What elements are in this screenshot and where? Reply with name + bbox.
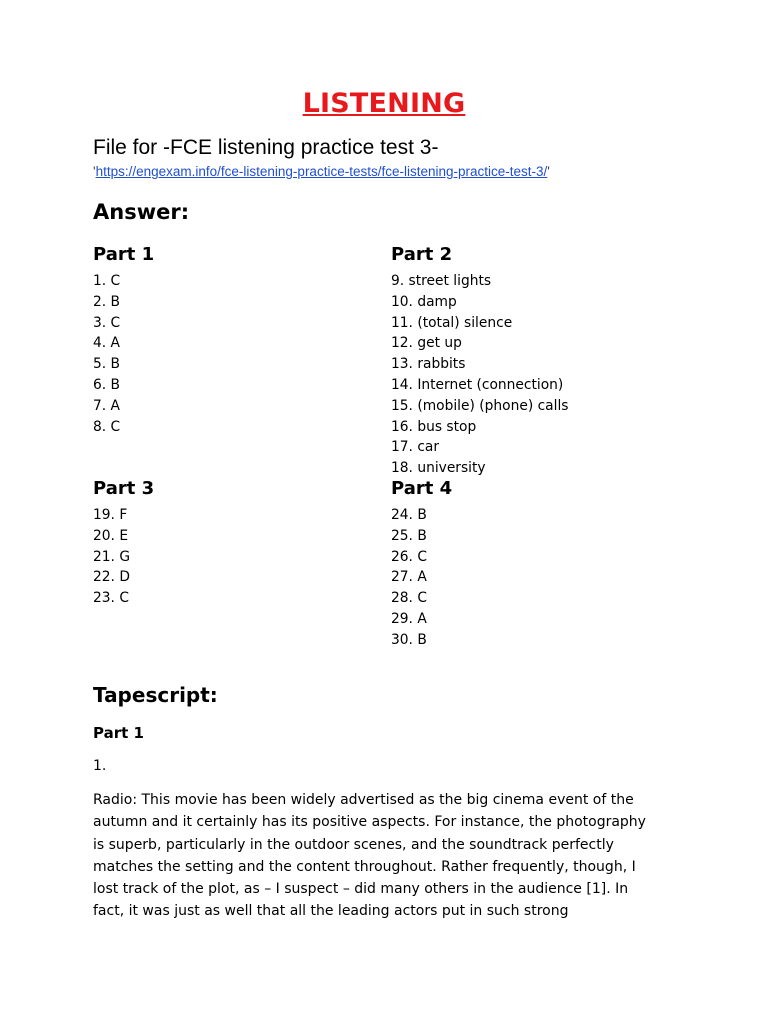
- list-item: 23. C: [93, 590, 129, 607]
- list-item: 13. rabbits: [391, 356, 466, 373]
- list-item: 9. street lights: [391, 273, 492, 289]
- tapescript-heading: Tapescript:: [93, 683, 218, 707]
- part2-column: [391, 243, 569, 479]
- part2-heading: Part 2: [391, 244, 453, 265]
- list-item: 18. university: [391, 460, 486, 477]
- list-item: 14. Internet (connection): [391, 376, 564, 393]
- part1-heading: Part 1: [93, 244, 155, 265]
- list-item: 29. A: [391, 610, 427, 627]
- part4-column: [391, 477, 452, 651]
- tapescript-line: autumn and it certainly has its positive aspects. For instance, the photography: [93, 814, 646, 831]
- source-link-line: [93, 164, 550, 179]
- list-item: 2. B: [93, 293, 121, 310]
- list-item: 3. C: [93, 314, 121, 331]
- list-item: 17. car: [391, 439, 440, 456]
- tapescript-part-heading: Part 1: [93, 724, 144, 742]
- page-title: LISTENING: [302, 88, 466, 119]
- list-item: 10. damp: [391, 293, 457, 310]
- part4-heading: Part 4: [391, 478, 453, 499]
- part1-column: [93, 243, 154, 437]
- list-item: 19. F: [93, 507, 128, 523]
- list-item: 24. B: [391, 507, 427, 523]
- answer-heading: Answer:: [93, 200, 190, 224]
- link-suffix: ': [547, 164, 550, 179]
- list-item: 15. (mobile) (phone) calls: [391, 397, 569, 414]
- part2-answer-list: [391, 271, 569, 479]
- list-item: 22. D: [93, 569, 130, 586]
- tapescript-line: lost track of the plot, as – I suspect – did many others in the audience [1]. In: [93, 881, 629, 898]
- list-item: 12. get up: [391, 335, 462, 352]
- tapescript-item-number: 1.: [93, 758, 107, 774]
- part1-answer-list: [93, 271, 154, 437]
- list-item: 4. A: [93, 335, 120, 352]
- file-description: File for -FCE listening practice test 3-: [93, 136, 439, 159]
- list-item: 21. G: [93, 548, 131, 565]
- list-item: 6. B: [93, 376, 121, 393]
- part3-answer-list: [93, 505, 154, 609]
- list-item: 28. C: [391, 590, 427, 607]
- list-item: 25. B: [391, 527, 427, 544]
- list-item: 8. C: [93, 418, 121, 435]
- part4-answer-list: [391, 505, 452, 651]
- list-item: 20. E: [93, 527, 129, 544]
- list-item: 16. bus stop: [391, 418, 477, 435]
- link-prefix: ': [93, 164, 96, 179]
- list-item: 5. B: [93, 356, 121, 373]
- list-item: 26. C: [391, 548, 427, 565]
- tapescript-paragraph: [93, 789, 683, 923]
- tapescript-line: is superb, particularly in the outdoor scenes, and the soundtrack perfectly: [93, 836, 614, 853]
- part3-column: [93, 477, 154, 609]
- source-link[interactable]: https://engexam.info/fce-listening-practice-tests/fce-listening-practice-test-3/: [95, 164, 548, 179]
- part3-heading: Part 3: [93, 478, 155, 499]
- list-item: 11. (total) silence: [391, 314, 513, 331]
- tapescript-line: fact, it was just as well that all the leading actors put in such strong: [93, 903, 569, 920]
- list-item: 1. C: [93, 273, 121, 289]
- tapescript-line: matches the setting and the content throughout. Rather frequently, though, I: [93, 858, 636, 875]
- list-item: 27. A: [391, 569, 427, 586]
- list-item: 30. B: [391, 631, 427, 648]
- list-item: 7. A: [93, 397, 120, 414]
- tapescript-line: Radio: This movie has been widely advertised as the big cinema event of the: [93, 792, 634, 808]
